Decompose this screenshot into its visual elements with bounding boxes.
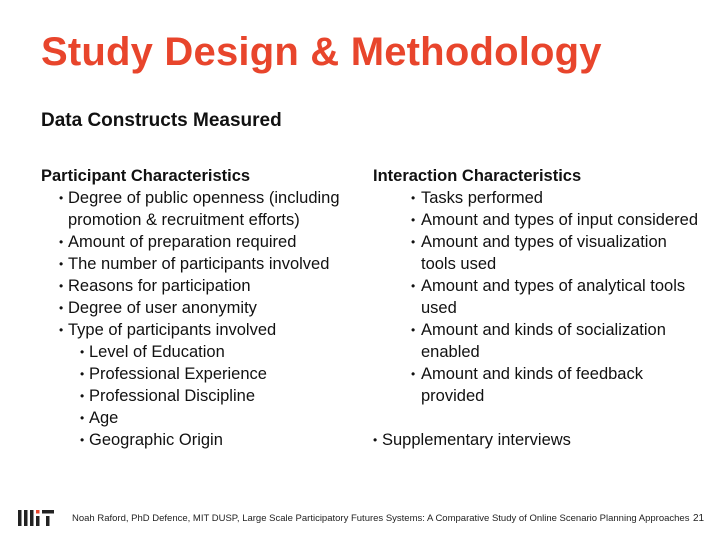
bullet-icon: • [80, 433, 85, 447]
sub-list-item [41, 341, 361, 363]
slide-footer [0, 506, 728, 534]
sub-list-item [41, 429, 361, 451]
list-item [373, 187, 703, 209]
bullet-icon: • [59, 323, 64, 337]
bullet-icon: • [59, 191, 64, 205]
slide-subtitle: Data Constructs Measured [41, 110, 282, 131]
bullet-icon: • [59, 279, 64, 293]
bullet-icon: • [59, 301, 64, 315]
list-item-text: Amount and types of visualization tools used [421, 233, 667, 273]
list-item [41, 275, 361, 297]
bullet-icon: • [59, 235, 64, 249]
bullet-icon: • [80, 389, 85, 403]
list-item-text: Amount and kinds of socialization enabled [421, 321, 666, 361]
mit-logo-icon [18, 510, 56, 526]
sub-list-item [41, 407, 361, 429]
bullet-icon: • [80, 345, 85, 359]
list-item-text: Professional Experience [89, 365, 267, 383]
footer-citation: Noah Raford, PhD Defence, MIT DUSP, Large Scale Participatory Futures Systems: A Comparative Study of Online Scenario Planning Approaches [72, 513, 690, 524]
list-item-text: Tasks performed [421, 189, 543, 207]
list-item [373, 363, 703, 407]
list-item-text: Geographic Origin [89, 431, 223, 449]
list-item-text: Amount and types of analytical tools used [421, 277, 686, 317]
participant-characteristics-column [41, 165, 361, 451]
bullet-icon: • [80, 411, 85, 425]
bullet-icon: • [59, 257, 64, 271]
bullet-icon: • [411, 191, 416, 205]
spacer [373, 407, 703, 429]
list-item [373, 209, 703, 231]
list-item-text: Degree of user anonymity [68, 299, 257, 317]
list-item [41, 187, 361, 231]
bullet-icon: • [373, 433, 378, 447]
bullet-icon: • [411, 213, 416, 227]
list-item [41, 319, 361, 341]
list-item-text: Supplementary interviews [382, 431, 571, 449]
list-item-text: The number of participants involved [68, 255, 330, 273]
sub-list-item [41, 363, 361, 385]
list-item-text: Reasons for participation [68, 277, 251, 295]
bullet-icon: • [80, 367, 85, 381]
list-item [41, 253, 361, 275]
bullet-icon: • [411, 235, 416, 249]
bullet-icon: • [411, 323, 416, 337]
list-item-text: Type of participants involved [68, 321, 277, 339]
list-item-text: Amount of preparation required [68, 233, 297, 251]
list-item-text: Degree of public openness (including promotion & recruitment efforts) [68, 189, 340, 229]
list-item [41, 231, 361, 253]
list-item [41, 297, 361, 319]
list-item [373, 319, 703, 363]
participant-characteristics-heading: Participant Characteristics [41, 167, 251, 185]
list-item-text: Level of Education [89, 343, 225, 361]
list-item-text: Age [89, 409, 119, 427]
list-item-text: Amount and kinds of feedback provided [421, 365, 643, 405]
interaction-characteristics-heading: Interaction Characteristics [373, 167, 582, 185]
slide-title: Study Design & Methodology [41, 30, 602, 74]
list-item [373, 231, 703, 275]
page-number: 21 [693, 513, 705, 524]
list-item-text: Professional Discipline [89, 387, 255, 405]
list-item [373, 275, 703, 319]
bullet-icon: • [411, 367, 416, 381]
list-item-text: Amount and types of input considered [421, 211, 699, 229]
interaction-characteristics-column [373, 165, 703, 451]
sub-list-item [41, 385, 361, 407]
list-item [373, 429, 703, 451]
bullet-icon: • [411, 279, 416, 293]
